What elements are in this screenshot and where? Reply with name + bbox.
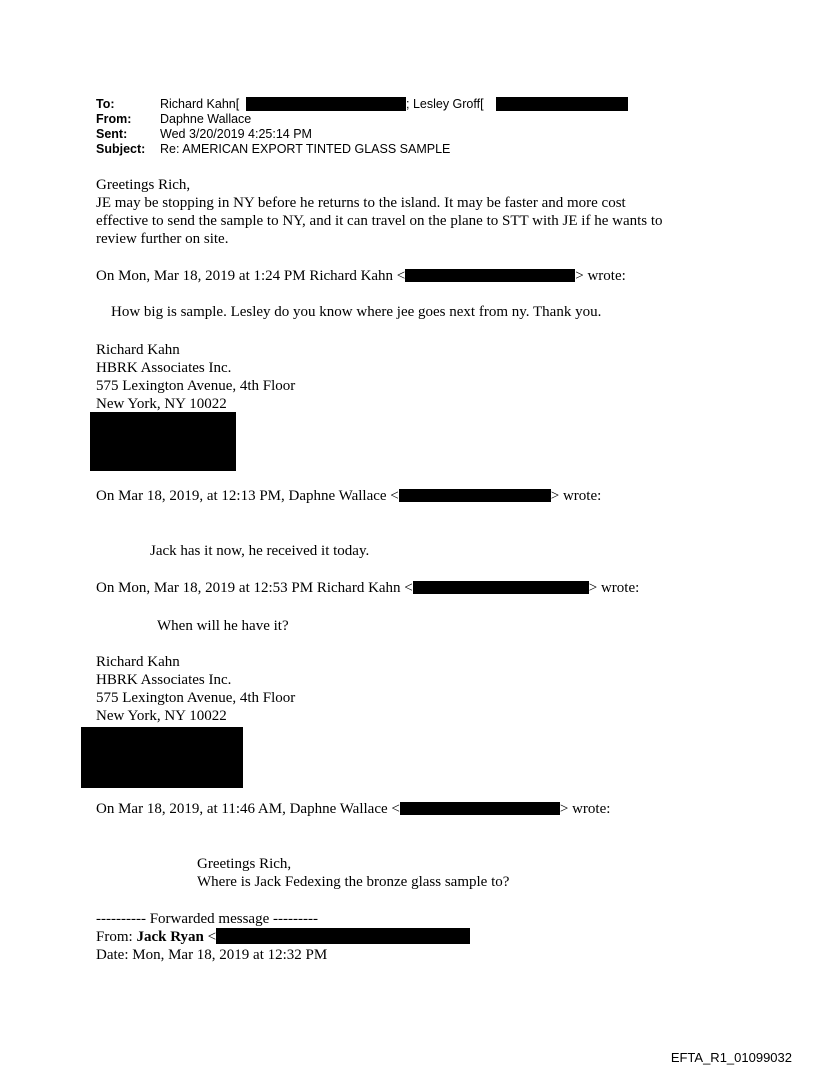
body-line: effective to send the sample to NY, and it can travel on the plane to STT with JE if he wants to	[96, 213, 663, 229]
signature-name: Richard Kahn	[96, 342, 180, 358]
body-line: JE may be stopping in NY before he returns to the island. It may be faster and more cost	[96, 195, 626, 211]
subject-label: Subject:	[96, 142, 146, 156]
signature-city: New York, NY 10022	[96, 396, 227, 412]
quote-attribution-prefix: On Mon, Mar 18, 2019 at 1:24 PM Richard Kahn <	[96, 268, 406, 284]
quote-attribution-suffix: > wrote:	[575, 268, 626, 284]
quoted-message: Jack has it now, he received it today.	[150, 543, 370, 559]
quote-attribution	[96, 487, 601, 505]
quote-attribution-prefix: On Mar 18, 2019, at 12:13 PM, Daphne Wallace <	[96, 488, 399, 504]
redaction-box	[405, 269, 575, 282]
signature-name: Richard Kahn	[96, 654, 180, 670]
sent-label: Sent:	[96, 127, 128, 141]
quote-attribution-suffix: > wrote:	[550, 488, 602, 504]
quote-attribution-suffix: > wrote:	[559, 801, 611, 817]
bates-number: EFTA_R1_01099032	[670, 1050, 792, 1065]
forwarded-header: ---------- Forwarded message ---------	[96, 911, 318, 927]
from-value: Daphne Wallace	[160, 112, 252, 126]
quote-attribution-suffix: > wrote:	[588, 580, 640, 596]
redaction-box	[81, 727, 243, 788]
quoted-message: Where is Jack Fedexing the bronze glass sample to?	[197, 874, 510, 890]
email-header	[0, 0, 816, 160]
to-recipient-1: Richard Kahn[	[160, 97, 240, 111]
quoted-message: When will he have it?	[157, 618, 289, 634]
to-recipient-2: ; Lesley Groff[	[406, 97, 484, 111]
redaction-box	[400, 802, 560, 815]
redaction-box	[90, 412, 236, 471]
redaction-box	[399, 489, 551, 502]
forwarded-date: Date: Mon, Mar 18, 2019 at 12:32 PM	[96, 947, 328, 963]
sent-value: Wed 3/20/2019 4:25:14 PM	[160, 127, 312, 141]
signature-company: HBRK Associates Inc.	[96, 360, 232, 376]
quote-attribution	[96, 267, 626, 285]
forwarded-from	[96, 928, 470, 946]
forwarded-from-bracket: <	[203, 929, 217, 945]
signature-company: HBRK Associates Inc.	[96, 672, 232, 688]
signature-address: 575 Lexington Avenue, 4th Floor	[96, 690, 296, 706]
greeting: Greetings Rich,	[96, 177, 191, 193]
to-label: To:	[96, 97, 115, 111]
redaction-box	[413, 581, 589, 594]
forwarded-from-name: Jack Ryan	[136, 929, 204, 945]
quote-attribution	[96, 800, 610, 818]
quoted-greeting: Greetings Rich,	[197, 856, 292, 872]
quoted-message: How big is sample. Lesley do you know where jee goes next from ny. Thank you.	[111, 304, 602, 320]
quote-attribution	[96, 579, 639, 597]
forwarded-from-label: From:	[96, 929, 137, 945]
quote-attribution-prefix: On Mar 18, 2019, at 11:46 AM, Daphne Wallace <	[96, 801, 400, 817]
signature-city: New York, NY 10022	[96, 708, 227, 724]
redaction-box	[216, 928, 470, 944]
redaction-box	[246, 97, 406, 111]
redaction-box	[496, 97, 628, 111]
from-label: From:	[96, 112, 132, 126]
body-line: review further on site.	[96, 231, 229, 247]
quote-attribution-prefix: On Mon, Mar 18, 2019 at 12:53 PM Richard Kahn <	[96, 580, 413, 596]
signature-address: 575 Lexington Avenue, 4th Floor	[96, 378, 296, 394]
subject-value: Re: AMERICAN EXPORT TINTED GLASS SAMPLE	[160, 142, 451, 156]
